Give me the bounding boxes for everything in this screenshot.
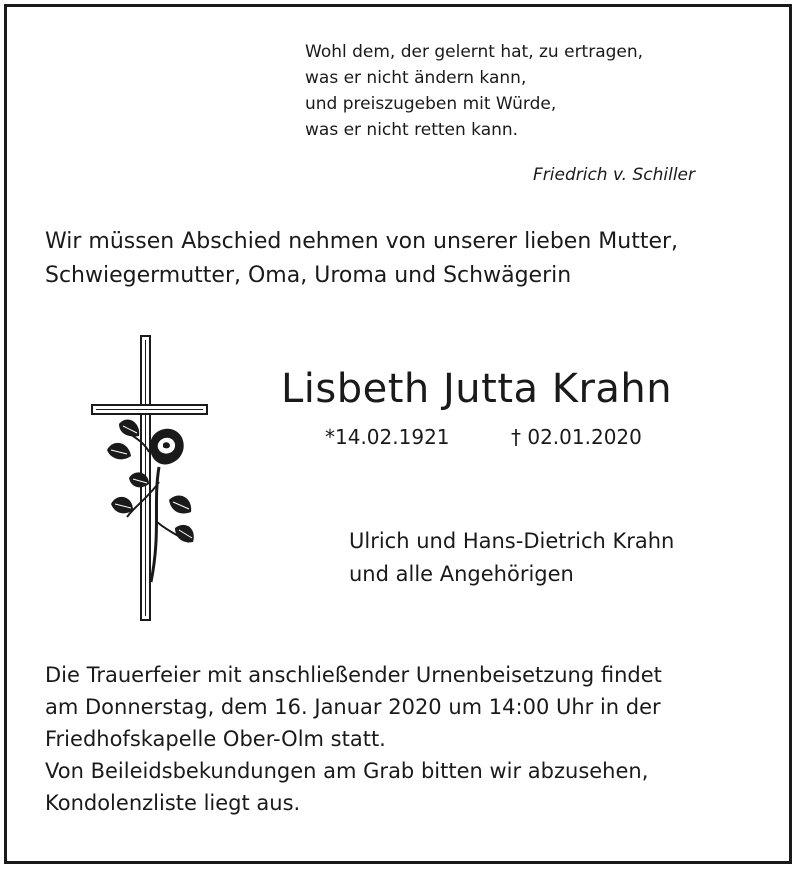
- mourners-line: Ulrich und Hans-Dietrich Krahn: [349, 529, 675, 553]
- notice-line: Kondolenzliste liegt aus.: [45, 791, 301, 815]
- mourners-line: und alle Angehörigen: [349, 562, 574, 586]
- notice-line: am Donnerstag, dem 16. Januar 2020 um 14:00 Uhr in der: [45, 695, 661, 719]
- mourners: [349, 525, 674, 591]
- obituary-notice: [4, 4, 792, 864]
- schiller-quote: [305, 39, 745, 143]
- quote-author: Friedrich v. Schiller: [533, 165, 695, 185]
- cross-with-rose-icon: [89, 332, 211, 624]
- farewell-intro: [45, 225, 765, 293]
- deceased-name: Lisbeth Jutta Krahn: [281, 366, 673, 412]
- quote-line: und preiszugeben mit Würde,: [305, 94, 557, 114]
- quote-line: Wohl dem, der gelernt hat, zu ertragen,: [305, 42, 644, 62]
- notice-line: Friedhofskapelle Ober-Olm statt.: [45, 727, 386, 751]
- funeral-notice: [45, 659, 775, 819]
- intro-line: Schwiegermutter, Oma, Uroma und Schwägerin: [45, 263, 572, 288]
- notice-line: Von Beileidsbekundungen am Grab bitten wir abzusehen,: [45, 759, 649, 783]
- death-date: † 02.01.2020: [511, 425, 642, 449]
- birth-date: *14.02.1921: [325, 425, 450, 449]
- intro-line: Wir müssen Abschied nehmen von unserer lieben Mutter,: [45, 229, 679, 254]
- notice-line: Die Trauerfeier mit anschließender Urnenbeisetzung findet: [45, 663, 662, 687]
- quote-line: was er nicht retten kann.: [305, 120, 519, 140]
- quote-line: was er nicht ändern kann,: [305, 68, 527, 88]
